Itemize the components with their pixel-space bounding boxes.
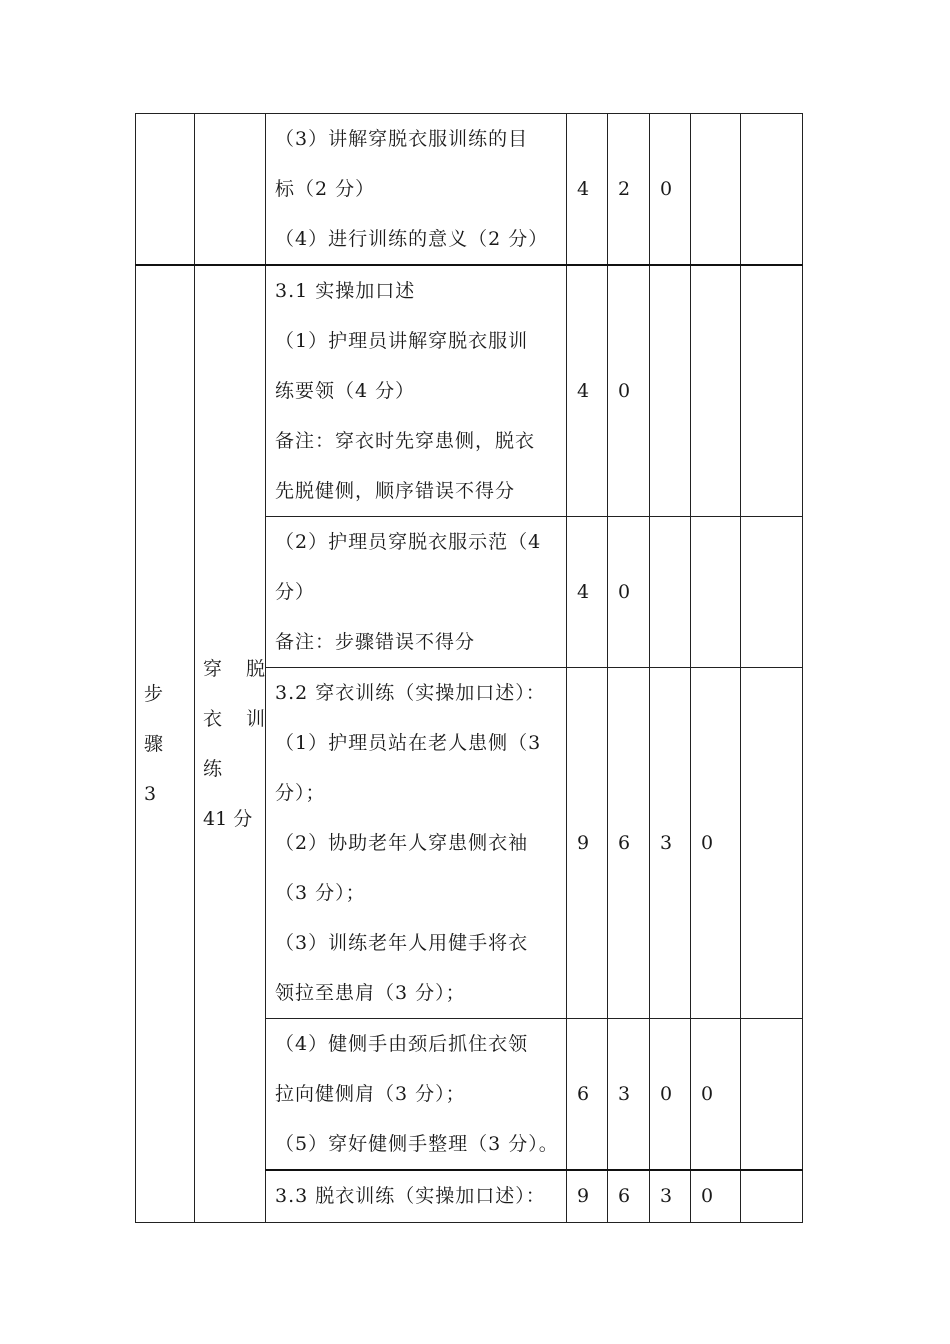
description-cell bbox=[266, 114, 567, 266]
description-line: 备注：步骤错误不得分 bbox=[275, 631, 476, 653]
description-line: （3 分）； bbox=[275, 882, 366, 904]
score-cell-c: 0 bbox=[650, 114, 691, 266]
score-cell-c: 0 bbox=[650, 1019, 691, 1171]
score-cell-c bbox=[650, 517, 691, 668]
score-cell-c: 3 bbox=[650, 668, 691, 1019]
description-line: （1）护理员讲解穿脱衣服训 bbox=[275, 330, 529, 352]
deduction-cell bbox=[741, 517, 803, 668]
item-line bbox=[203, 644, 275, 694]
description-cell bbox=[266, 1170, 567, 1222]
item-text: 穿 脱 bbox=[203, 657, 275, 680]
score-cell-c bbox=[650, 265, 691, 517]
deduction-cell bbox=[741, 1019, 803, 1171]
item-label-cell bbox=[195, 265, 275, 1222]
description-line: （1）护理员站在老人患侧（3 bbox=[275, 732, 542, 754]
score-cell-b: 0 bbox=[608, 517, 650, 668]
score-cell-b: 3 bbox=[608, 1019, 650, 1171]
item-line bbox=[203, 694, 275, 744]
description-cell bbox=[266, 1019, 567, 1171]
description-line: （2）护理员穿脱衣服示范（4 bbox=[275, 531, 542, 553]
item-text: 衣 训 bbox=[203, 707, 275, 730]
score-cell-a: 4 bbox=[567, 265, 608, 517]
step-char: 3 bbox=[144, 782, 157, 805]
score-cell-a: 9 bbox=[567, 668, 608, 1019]
deduction-cell bbox=[741, 668, 803, 1019]
description-line: 标（2 分） bbox=[275, 178, 376, 200]
description-line: 先脱健侧，顺序错误不得分 bbox=[275, 480, 516, 502]
score-cell-d: 0 bbox=[691, 1170, 741, 1222]
description-line: 3.3 脱衣训练（实操加口述）： bbox=[275, 1185, 546, 1208]
description-line: 备注：穿衣时先穿患侧，脱衣 bbox=[275, 430, 536, 452]
description-cell bbox=[266, 265, 567, 517]
step-cell-empty bbox=[136, 114, 195, 266]
description-line: 领拉至患肩（3 分）； bbox=[275, 982, 466, 1004]
score-cell-c: 3 bbox=[650, 1170, 691, 1222]
deduction-cell bbox=[741, 265, 803, 517]
score-cell-b: 6 bbox=[608, 1170, 650, 1222]
description-line: 3.2 穿衣训练（实操加口述）： bbox=[275, 682, 546, 704]
item-line: 41 分 bbox=[203, 807, 253, 830]
description-line: 分） bbox=[275, 581, 316, 603]
description-line: 分）； bbox=[275, 782, 326, 804]
score-cell-d bbox=[691, 114, 741, 266]
step-char: 步 bbox=[144, 682, 164, 705]
score-cell-d: 0 bbox=[691, 668, 741, 1019]
description-line: 拉向健侧肩（3 分）； bbox=[275, 1083, 466, 1105]
item-line: 练 bbox=[203, 757, 223, 780]
description-line: 练要领（4 分） bbox=[275, 380, 416, 402]
score-cell-b: 6 bbox=[608, 668, 650, 1019]
score-cell-b: 0 bbox=[608, 265, 650, 517]
score-cell-b: 2 bbox=[608, 114, 650, 266]
description-line: （5）穿好健侧手整理（3 分）。 bbox=[275, 1133, 559, 1155]
description-cell bbox=[266, 517, 567, 668]
score-cell-a: 4 bbox=[567, 517, 608, 668]
step-char: 骤 bbox=[144, 732, 164, 755]
step-label-cell bbox=[136, 265, 195, 1222]
score-cell-a: 4 bbox=[567, 114, 608, 266]
deduction-cell bbox=[741, 1170, 803, 1222]
description-line: （3）讲解穿脱衣服训练的目 bbox=[275, 128, 529, 150]
description-line: （3）训练老年人用健手将衣 bbox=[275, 932, 529, 954]
description-line: 3.1 实操加口述 bbox=[275, 280, 416, 302]
description-cell bbox=[266, 668, 567, 1019]
score-cell-a: 9 bbox=[567, 1170, 608, 1222]
score-cell-d bbox=[691, 265, 741, 517]
description-line: （4）健侧手由颈后抓住衣领 bbox=[275, 1033, 529, 1055]
deduction-cell bbox=[741, 114, 803, 266]
score-cell-a: 6 bbox=[567, 1019, 608, 1171]
scoring-table bbox=[135, 113, 803, 1223]
table-row bbox=[136, 265, 803, 517]
score-cell-d bbox=[691, 517, 741, 668]
item-cell-empty bbox=[195, 114, 266, 266]
description-line: （2）协助老年人穿患侧衣袖 bbox=[275, 832, 529, 854]
table-row bbox=[136, 114, 803, 266]
description-line: （4）进行训练的意义（2 分） bbox=[275, 228, 549, 250]
score-cell-d: 0 bbox=[691, 1019, 741, 1171]
